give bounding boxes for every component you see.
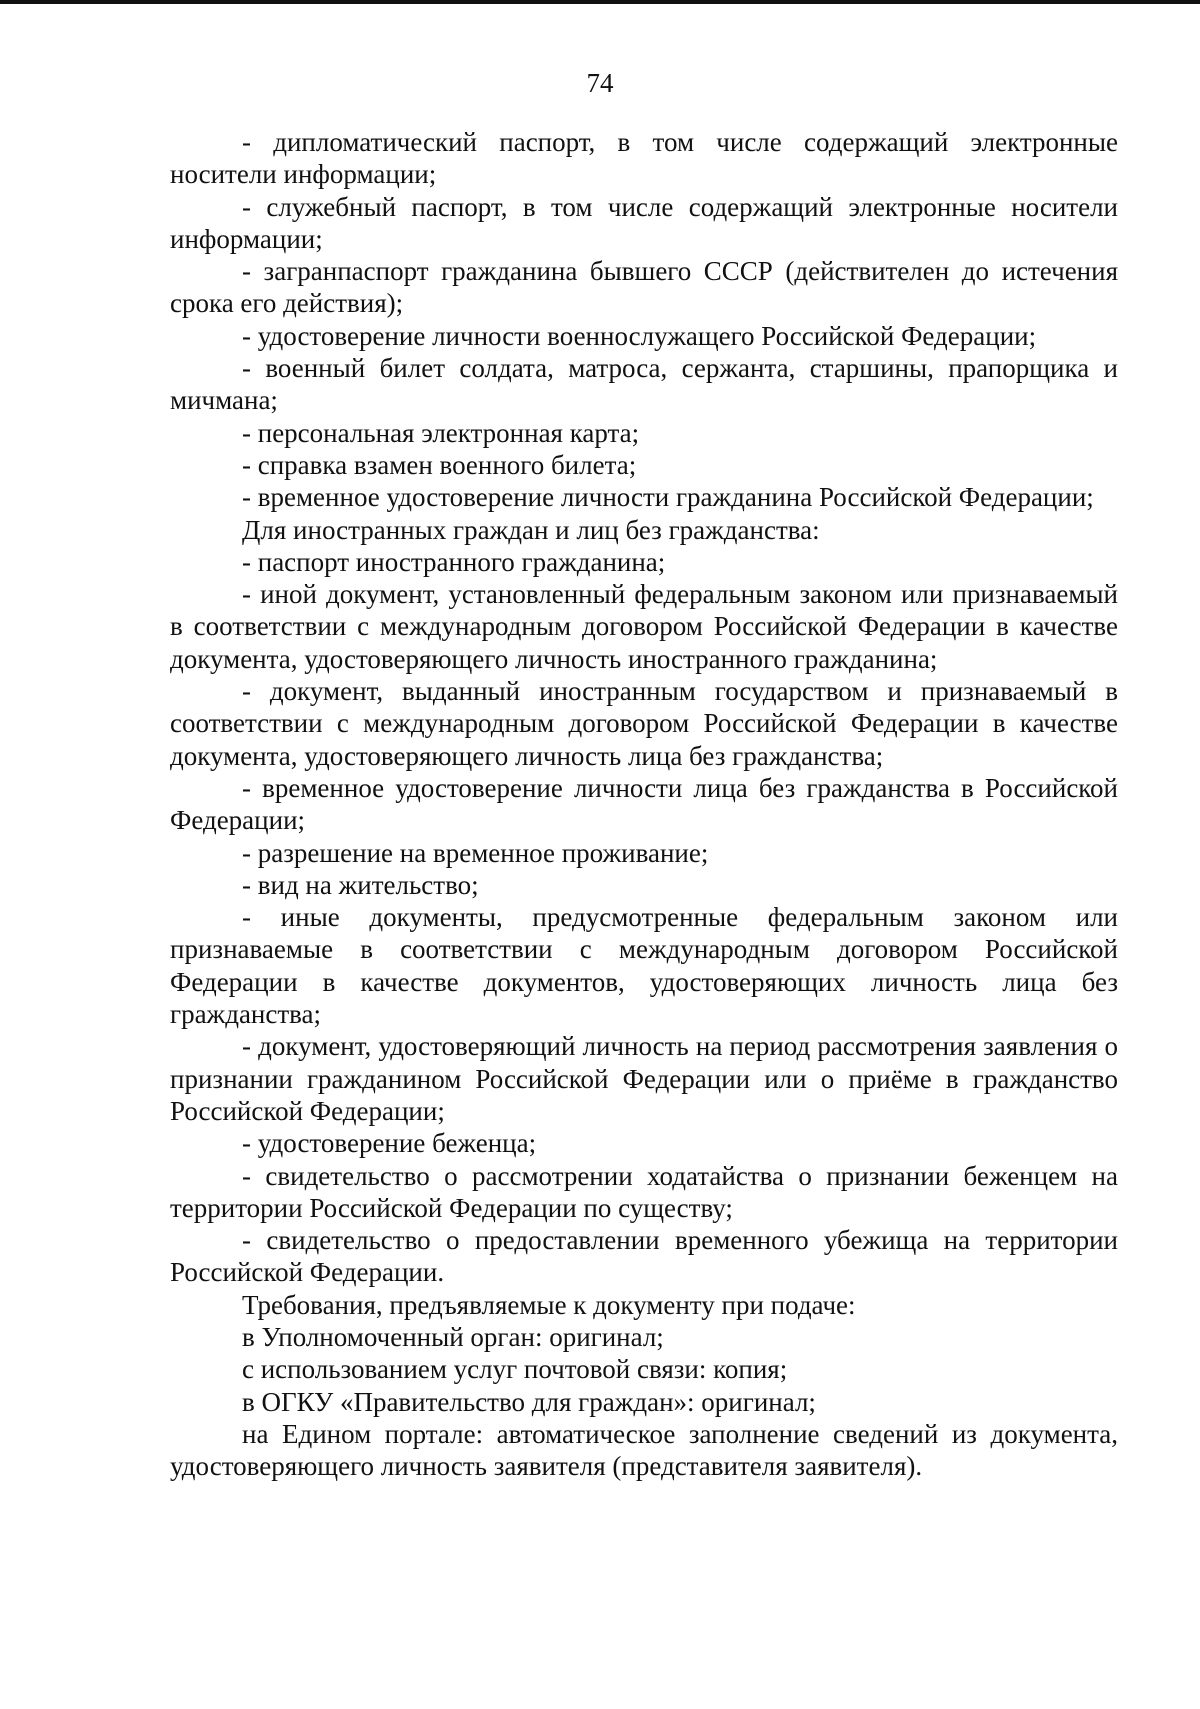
paragraph-military-ticket: - военный билет солдата, матроса, сержанта, старшины, прапорщика и мичмана;: [170, 353, 1118, 416]
paragraph-foreign-passport: - паспорт иностранного гражданина;: [242, 546, 666, 577]
paragraph-temporary-id-citizen: - временное удостоверение личности гражданина Российской Федерации;: [242, 482, 1094, 513]
paragraph-service-passport: - служебный паспорт, в том числе содержащий электронные носители информации;: [170, 191, 1118, 254]
paragraph-ogku: в ОГКУ «Правительство для граждан»: оригинал;: [242, 1386, 816, 1417]
paragraph-requirements-heading: Требования, предъявляемые к документу при подаче:: [242, 1289, 856, 1320]
paragraph-review-period-document: - документ, удостоверяющий личность на период рассмотрения заявления о признании гражданином Российской Федерации или о приёме в гражданство Российской Федерации;: [170, 1031, 1118, 1126]
paragraph-authorized-body: в Уполномоченный орган: оригинал;: [242, 1321, 664, 1352]
paragraph-foreigners-heading: Для иностранных граждан и лиц без гражданства:: [242, 514, 820, 545]
paragraph-military-id: - удостоверение личности военнослужащего Российской Федерации;: [242, 320, 1037, 351]
paragraph-foreign-state-document: - документ, выданный иностранным государством и признаваемый в соответствии с международным договором Российской Федерации в качестве документа, удостоверяющего личность лица без гражданства;: [170, 676, 1118, 771]
paragraph-residence-permit: - вид на жительство;: [242, 869, 479, 900]
paragraph-asylum-certificate: - свидетельство о предоставлении временного убежища на территории Российской Федерации.: [170, 1225, 1118, 1288]
top-border-line: [0, 0, 1200, 4]
paragraph-other-documents: - иные документы, предусмотренные федеральным законом или признаваемые в соответствии с международным договором Российской Федерации в качестве документов, удостоверяющих личность лица без гражданства;: [170, 902, 1118, 1030]
paragraph-unified-portal: на Едином портале: автоматическое заполнение сведений из документа, удостоверяющего личность заявителя (представителя заявителя).: [170, 1418, 1118, 1482]
paragraph-other-document: - иной документ, установленный федеральным законом или признаваемый в соответствии с международным договором Российской Федерации в качестве документа, удостоверяющего личность иностранного гражданина;: [170, 579, 1118, 674]
document-body: [170, 126, 1118, 1482]
page-number: 74: [586, 68, 614, 98]
paragraph-petition-certificate: - свидетельство о рассмотрении ходатайства о признании беженцем на территории Российской Федерации по существу;: [170, 1160, 1118, 1223]
paragraph-diplomatic-passport: - дипломатический паспорт, в том числе содержащий электронные носители информации;: [170, 127, 1118, 190]
paragraph-postal-service: с использованием услуг почтовой связи: копия;: [242, 1354, 788, 1385]
paragraph-ussr-passport: - загранпаспорт гражданина бывшего СССР (действителен до истечения срока его действия);: [170, 256, 1118, 319]
paragraph-refugee-id: - удостоверение беженца;: [242, 1128, 537, 1159]
paragraph-temporary-residence: - разрешение на временное проживание;: [242, 837, 709, 868]
paragraph-temporary-id-stateless: - временное удостоверение личности лица без гражданства в Российской Федерации;: [170, 772, 1118, 836]
paragraph-certificate-instead: - справка взамен военного билета;: [242, 449, 637, 480]
paragraph-personal-card: - персональная электронная карта;: [242, 417, 640, 448]
